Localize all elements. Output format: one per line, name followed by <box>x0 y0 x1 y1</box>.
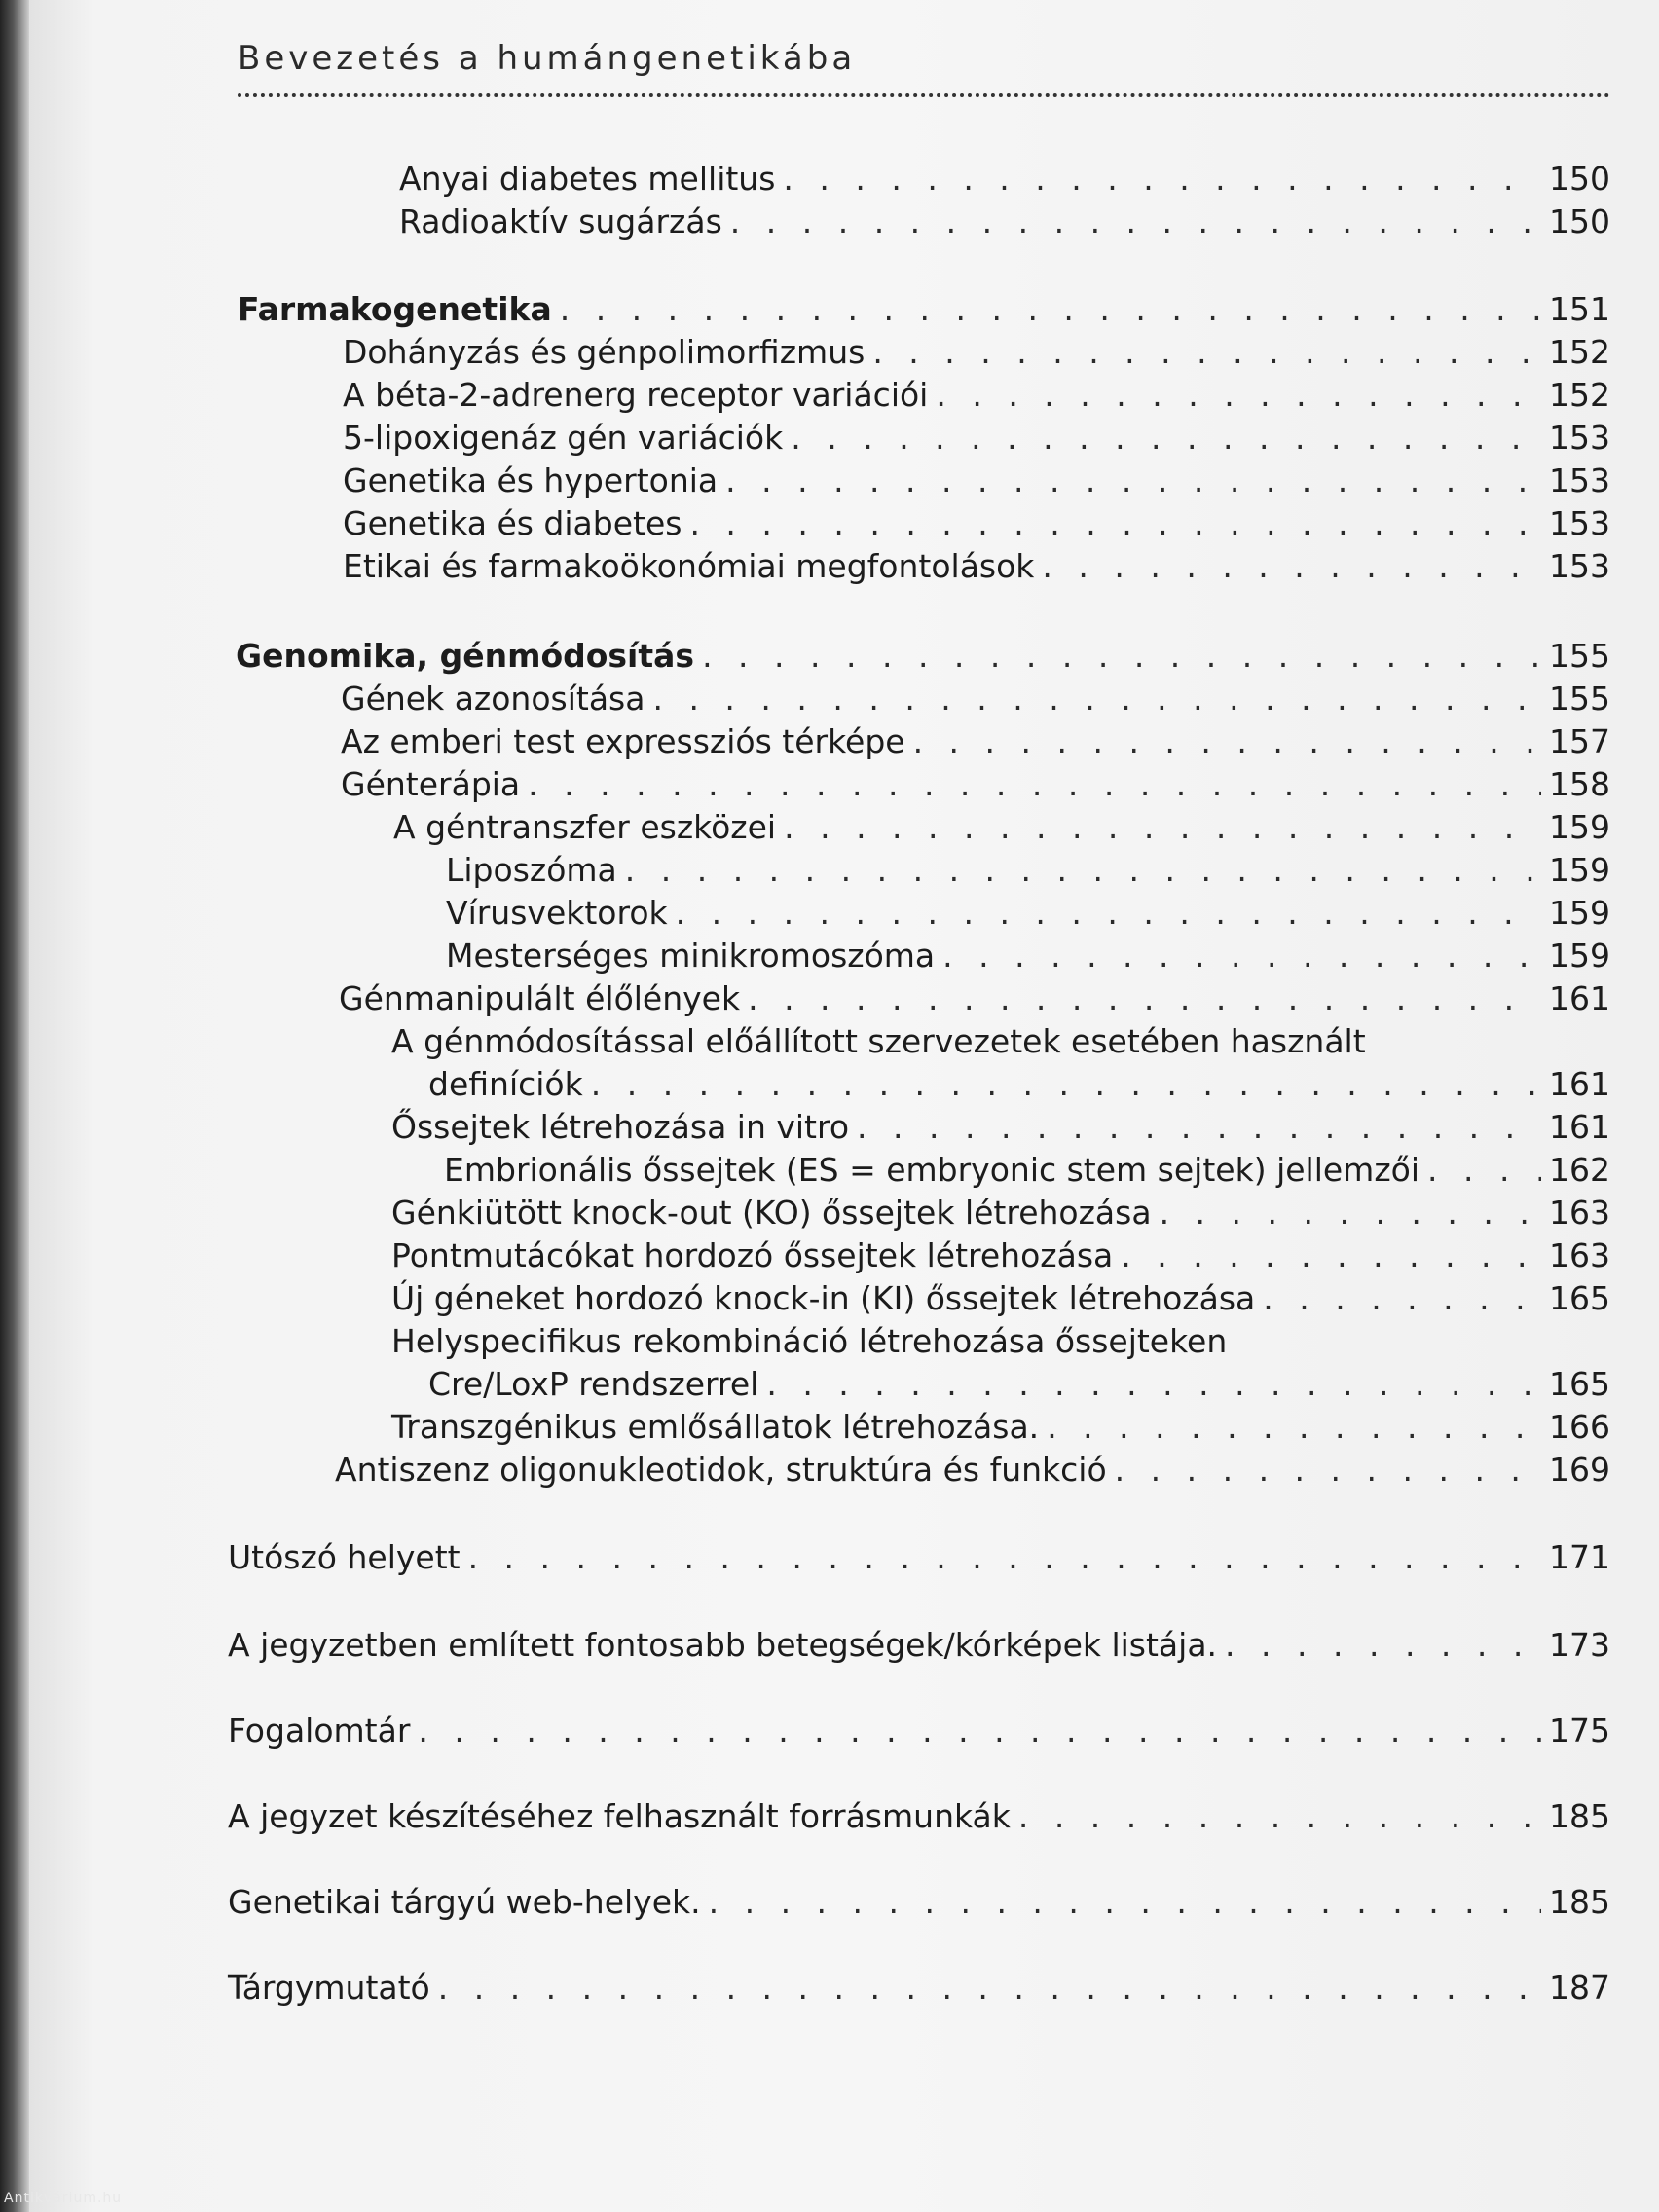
toc-chapter-title: Genetikai tárgyú web-helyek. <box>228 1883 701 1921</box>
toc-entry-page: 158 <box>1549 765 1610 803</box>
dot-leader <box>725 461 1541 500</box>
toc-entry-page: 159 <box>1549 894 1610 932</box>
toc-entry <box>446 894 1610 933</box>
toc-entry-title: Radioaktív sugárzás <box>399 203 722 240</box>
dot-leader <box>1427 1151 1541 1190</box>
toc-entry-page: 159 <box>1549 851 1610 889</box>
dot-leader <box>625 851 1541 890</box>
dot-leader <box>418 1712 1541 1751</box>
dot-leader <box>872 333 1541 372</box>
book-page <box>29 0 1659 2212</box>
toc-entry-title: Helyspecifikus rekombináció létrehozása őssejteken <box>391 1322 1228 1360</box>
dot-leader <box>528 765 1541 804</box>
toc-entry-title: definíciók <box>428 1065 583 1103</box>
toc-entry <box>343 333 1610 372</box>
toc-entry <box>343 504 1610 543</box>
toc-entry-title: Az emberi test expressziós térképe <box>341 722 905 760</box>
toc-entry-page: 161 <box>1549 1108 1610 1146</box>
toc-entry <box>343 419 1610 458</box>
toc-chapter-title: A jegyzetben említett fontosabb betegségek/kórképek listája. <box>228 1626 1218 1664</box>
dot-leader <box>1263 1279 1541 1318</box>
dot-leader <box>438 1969 1541 2008</box>
toc-entry-page: 175 <box>1549 1712 1610 1750</box>
dot-leader <box>1225 1626 1541 1665</box>
toc-entry-title: Embrionális őssejtek (ES = embryonic stem sejtek) jellemzői <box>444 1151 1420 1189</box>
toc-entry-page: 155 <box>1549 680 1610 718</box>
toc-chapter-title: Farmakogenetika <box>238 290 552 328</box>
toc-entry-title: Új géneket hordozó knock-in (KI) őssejtek létrehozása <box>391 1279 1256 1317</box>
toc-entry-page: 163 <box>1549 1236 1610 1274</box>
toc-entry-page: 150 <box>1549 203 1610 240</box>
toc-entry-page: 153 <box>1549 504 1610 542</box>
toc-entry-title: A génmódosítással előállított szervezetek esetében használt <box>391 1022 1366 1060</box>
toc-entry-title: Pontmutácókat hordozó őssejtek létrehozása <box>391 1236 1114 1274</box>
toc-chapter <box>228 1969 1610 2008</box>
toc-entry-page: 159 <box>1549 937 1610 975</box>
toc-entry-page: 155 <box>1549 637 1610 675</box>
toc-entry-title: Gének azonosítása <box>341 680 645 718</box>
toc-entry-page: 161 <box>1549 979 1610 1017</box>
toc-entry <box>341 722 1610 761</box>
toc-chapter <box>238 290 1610 329</box>
toc-chapter <box>228 1626 1610 1665</box>
dot-leader <box>783 160 1541 199</box>
toc-entry <box>335 1451 1610 1490</box>
table-of-contents <box>29 0 1659 2212</box>
toc-entry <box>343 461 1610 500</box>
toc-entry <box>428 1065 1610 1104</box>
dot-leader <box>468 1538 1541 1577</box>
site-watermark: Antikvárium.hu <box>4 2191 123 2206</box>
toc-entry <box>391 1236 1610 1275</box>
toc-entry <box>428 1365 1610 1404</box>
book-binding-shadow <box>0 0 29 2212</box>
dot-leader <box>689 504 1541 543</box>
toc-entry-title: 5-lipoxigenáz gén variációk <box>343 419 784 457</box>
dot-leader <box>702 637 1541 676</box>
toc-entry <box>339 979 1610 1018</box>
toc-entry-title: Genetika és hypertonia <box>343 461 719 499</box>
toc-entry-page: 166 <box>1549 1408 1610 1446</box>
toc-entry <box>391 1194 1610 1233</box>
toc-entry-title: Genetika és diabetes <box>343 504 682 542</box>
toc-entry <box>343 547 1610 586</box>
toc-chapter-title: Tárgymutató <box>228 1969 430 2007</box>
toc-chapter-title: Fogalomtár <box>228 1712 411 1750</box>
toc-entry-title: Génkiütött knock-out (KO) őssejtek létrehozása <box>391 1194 1152 1232</box>
toc-entry-page: 161 <box>1549 1065 1610 1103</box>
dot-leader <box>1047 1408 1541 1447</box>
toc-entry-title: Anyai diabetes mellitus <box>399 160 776 198</box>
dot-leader <box>791 419 1541 458</box>
dot-leader <box>913 722 1541 761</box>
toc-entry-page: 153 <box>1549 461 1610 499</box>
toc-entry-page: 163 <box>1549 1194 1610 1232</box>
toc-entry-page: 152 <box>1549 376 1610 414</box>
toc-entry-title: Génterápia <box>341 765 521 803</box>
dot-leader <box>784 808 1541 847</box>
toc-entry-title: Őssejtek létrehozása in vitro <box>391 1108 850 1146</box>
toc-entry <box>446 851 1610 890</box>
toc-entry-title: Etikai és farmakoökonómiai megfontolások <box>343 547 1035 585</box>
dot-leader <box>591 1065 1541 1104</box>
toc-entry <box>399 203 1610 241</box>
toc-entry-page: 173 <box>1549 1626 1610 1664</box>
toc-entry <box>341 765 1610 804</box>
toc-entry-page: 153 <box>1549 419 1610 457</box>
toc-entry-page: 157 <box>1549 722 1610 760</box>
toc-entry-page: 185 <box>1549 1797 1610 1835</box>
toc-entry <box>393 808 1610 847</box>
dot-leader <box>730 203 1541 241</box>
toc-chapter <box>228 1538 1610 1577</box>
toc-entry-title: Antiszenz oligonukleotidok, struktúra és funkció <box>335 1451 1107 1489</box>
dot-leader <box>560 290 1541 329</box>
dot-leader <box>1115 1451 1541 1490</box>
dot-leader <box>709 1883 1541 1922</box>
toc-entry-page: 159 <box>1549 808 1610 846</box>
toc-entry-page: 165 <box>1549 1279 1610 1317</box>
toc-chapter <box>228 1797 1610 1836</box>
toc-chapter <box>228 1883 1610 1922</box>
toc-entry-title: Mesterséges minikromoszóma <box>446 937 936 975</box>
toc-entry-title: Cre/LoxP rendszerrel <box>428 1365 759 1403</box>
toc-entry-page: 162 <box>1549 1151 1610 1189</box>
toc-entry-title: Dohányzás és génpolimorfizmus <box>343 333 866 371</box>
toc-entry-page: 165 <box>1549 1365 1610 1403</box>
toc-entry-page: 151 <box>1549 290 1610 328</box>
dot-leader <box>652 680 1541 719</box>
toc-entry <box>399 160 1610 199</box>
toc-entry-title: Vírusvektorok <box>446 894 668 932</box>
toc-entry <box>446 937 1610 976</box>
dot-leader <box>1160 1194 1541 1233</box>
toc-entry-page: 150 <box>1549 160 1610 198</box>
toc-chapter-title: Utószó helyett <box>228 1538 461 1576</box>
toc-chapter-title: Genomika, génmódosítás <box>236 637 695 675</box>
toc-entry-page: 152 <box>1549 333 1610 371</box>
toc-entry-page: 185 <box>1549 1883 1610 1921</box>
dot-leader <box>857 1108 1541 1147</box>
dot-leader <box>942 937 1541 976</box>
dot-leader <box>748 979 1541 1018</box>
running-header: Bevezetés a humángenetikába <box>238 39 857 78</box>
toc-entry <box>343 376 1610 415</box>
toc-chapter-title: A jegyzet készítéséhez felhasznált forrásmunkák <box>228 1797 1011 1835</box>
toc-entry-title: A géntranszfer eszközei <box>393 808 777 846</box>
dot-leader <box>1121 1236 1541 1275</box>
toc-entry <box>444 1151 1610 1190</box>
toc-chapter <box>236 637 1610 676</box>
toc-entry <box>391 1279 1610 1318</box>
toc-entry-title: Liposzóma <box>446 851 617 889</box>
toc-entry-title: Génmanipulált élőlények <box>339 979 741 1017</box>
dot-leader <box>936 376 1541 415</box>
toc-entry <box>391 1108 1610 1147</box>
toc-chapter <box>228 1712 1610 1751</box>
toc-entry <box>341 680 1610 719</box>
dot-leader <box>1042 547 1541 586</box>
toc-entry-page: 187 <box>1549 1969 1610 2007</box>
dot-leader <box>1018 1797 1541 1836</box>
toc-entry-page: 153 <box>1549 547 1610 585</box>
dot-leader <box>766 1365 1541 1404</box>
toc-entry <box>391 1408 1610 1447</box>
toc-entry-page: 169 <box>1549 1451 1610 1489</box>
toc-entry-title: Transzgénikus emlősállatok létrehozása. <box>391 1408 1040 1446</box>
toc-entry-title: A béta-2-adrenerg receptor variációi <box>343 376 929 414</box>
toc-entry-page: 171 <box>1549 1538 1610 1576</box>
dot-leader <box>676 894 1541 933</box>
